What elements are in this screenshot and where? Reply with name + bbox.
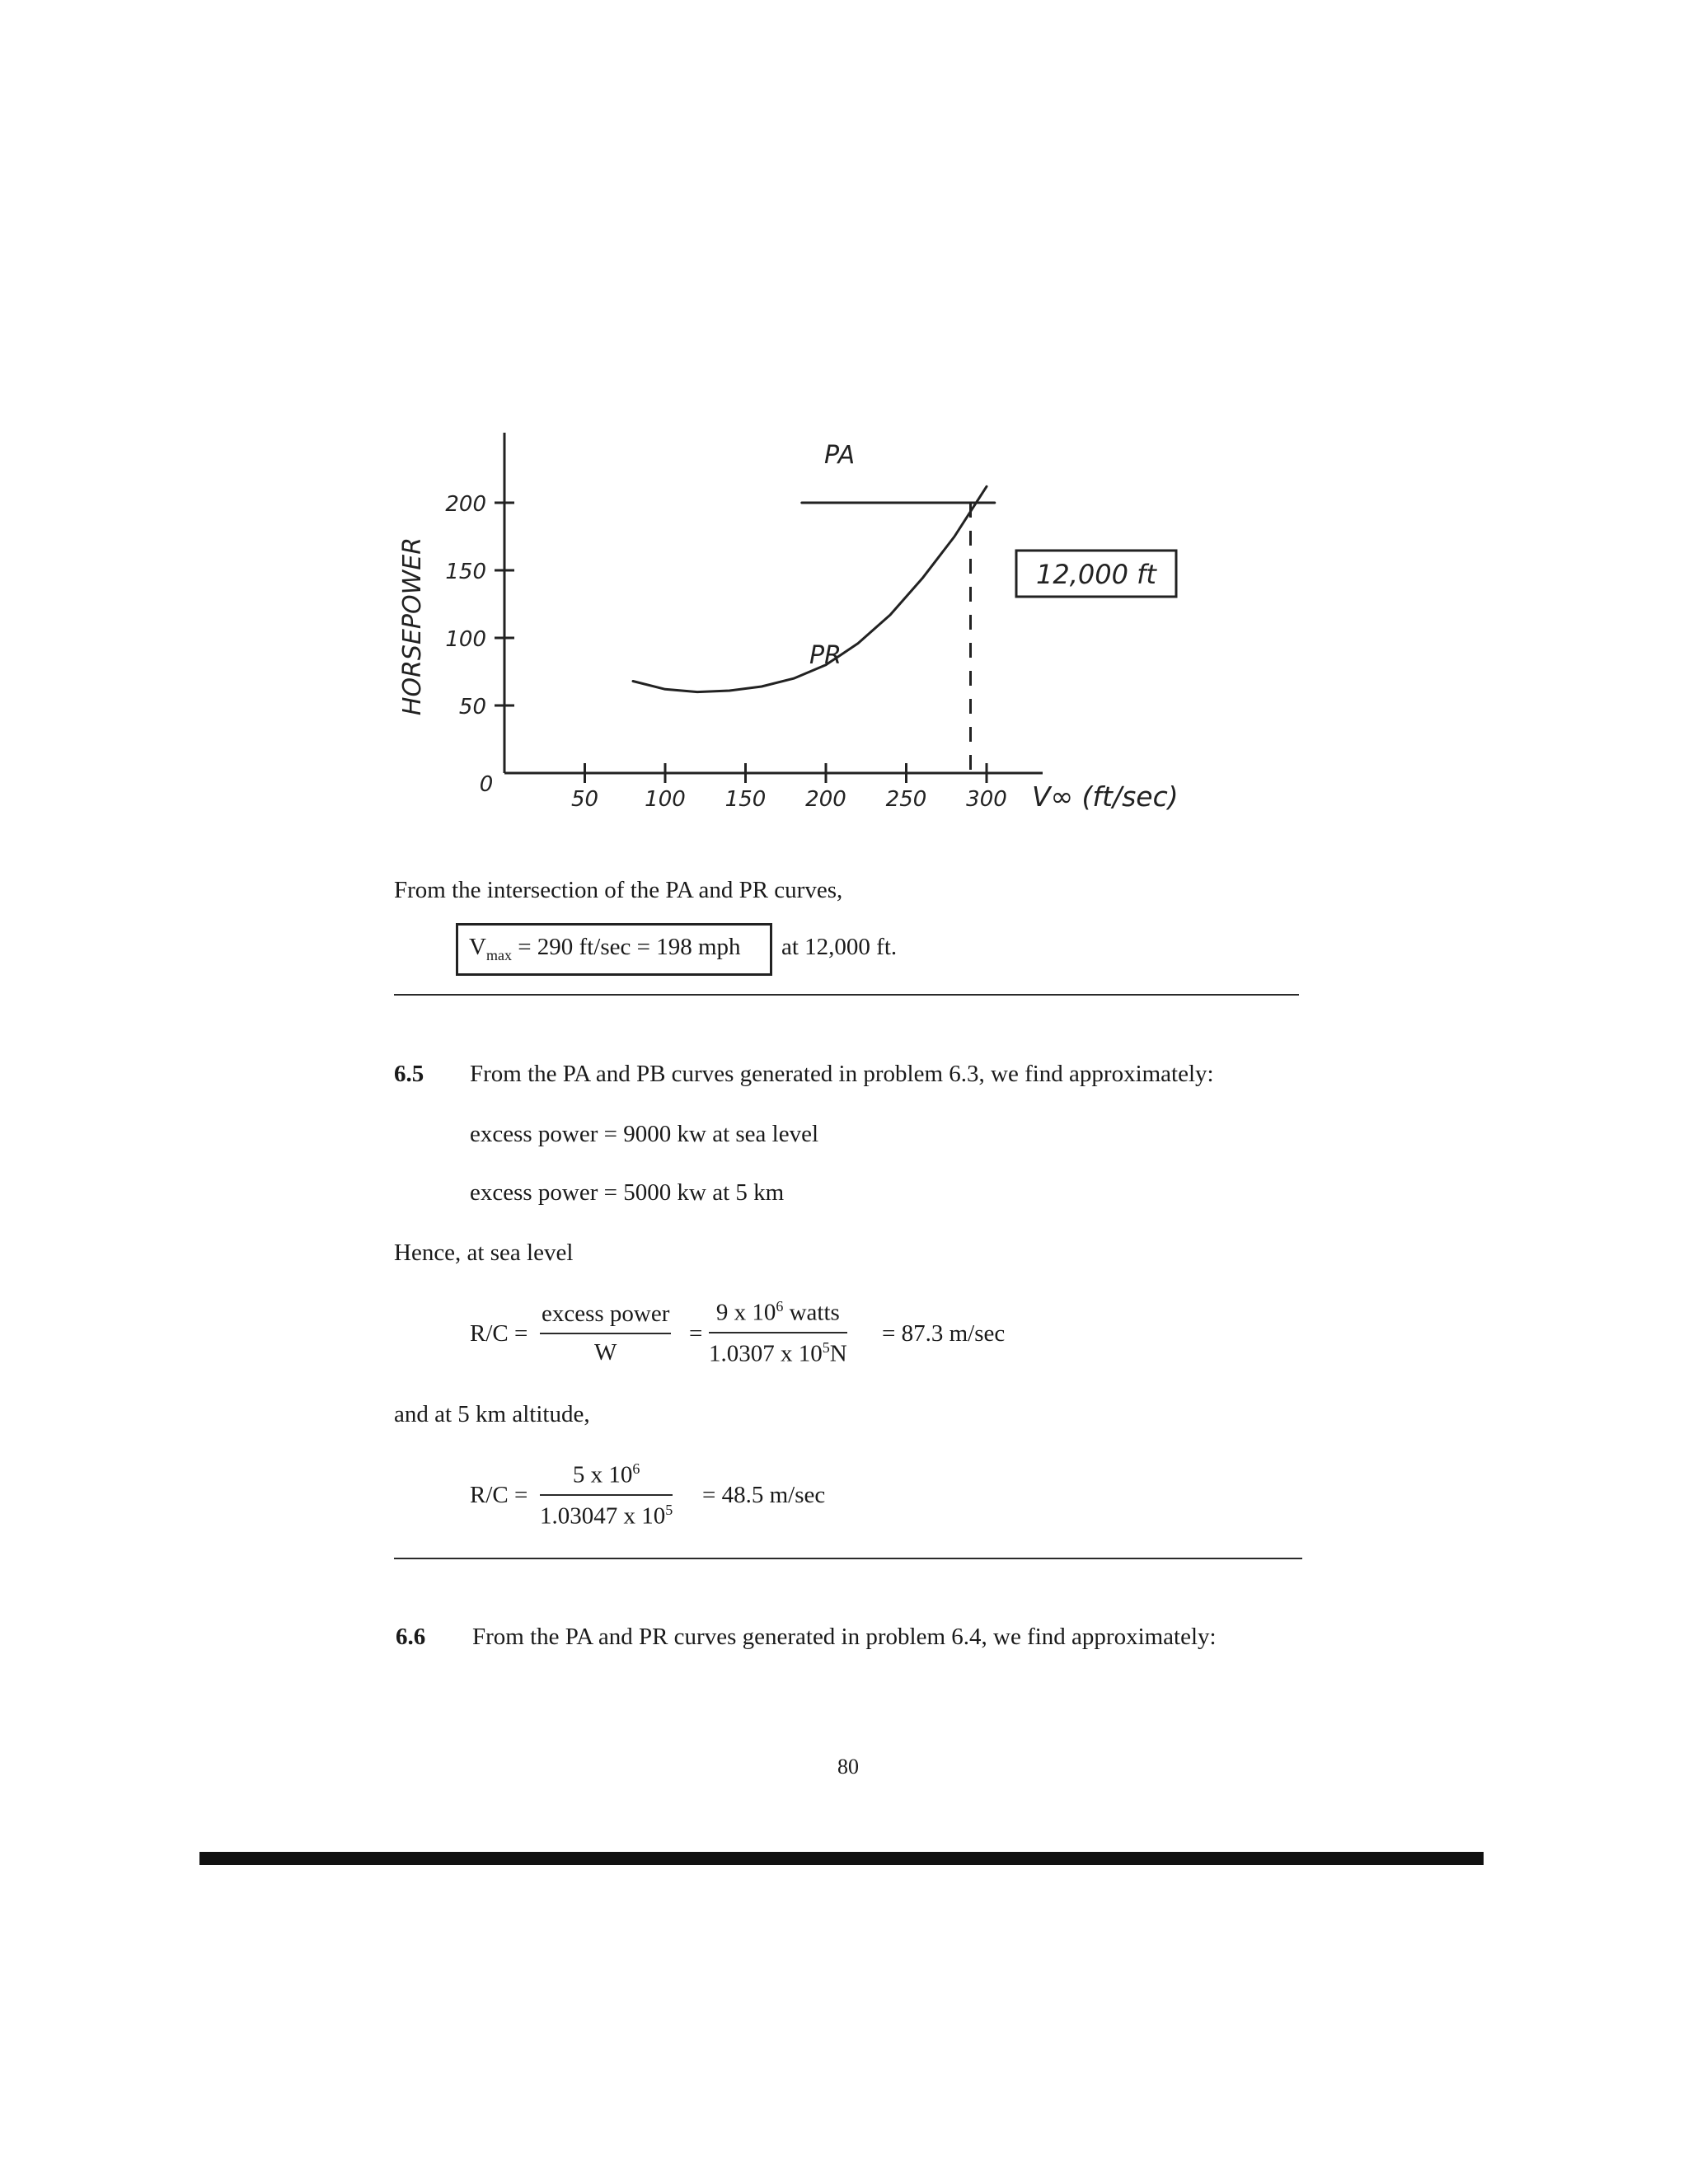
rc-fraction-1-denominator: W (594, 1339, 617, 1366)
separator-line-2 (394, 1558, 1302, 1559)
y-axis-label: HORSEPOWER (398, 537, 427, 716)
intro-line: From the intersection of the PA and PR curves, (394, 877, 843, 903)
pa-curve-label: PA (824, 441, 856, 470)
rc-fraction-2-denominator: 1.0307 x $10^5N$ (709, 1338, 847, 1367)
x-tick-label: 300 (966, 787, 1007, 812)
problem-6-5-number: 6.5 (394, 1061, 424, 1087)
five-km-line: and at 5 km altitude, (394, 1401, 590, 1427)
y-tick-label: 50 (458, 695, 486, 719)
origin-label: 0 (479, 772, 494, 797)
hence-line: Hence, at sea level (394, 1240, 574, 1266)
pr-curve-label: PR (809, 641, 842, 670)
series-layer (633, 486, 995, 773)
vmax-symbol: V (469, 934, 486, 960)
rc-label-1: R/C = (470, 1320, 528, 1347)
rc-fraction-1 (540, 1302, 671, 1365)
y-tick-label: 150 (445, 560, 486, 584)
vmax-altitude: at 12,000 ft. (781, 934, 898, 960)
rc-result-2: = 48.5 m/sec (702, 1482, 826, 1508)
rc-fraction-3-denominator: 1.03047 x $10^5$ (540, 1501, 673, 1530)
vmax-subscript: max (485, 946, 512, 963)
problem-6-5-text: From the PA and PB curves generated in problem 6.3, we find approximately: (470, 1061, 1214, 1087)
problem-6-6-text: From the PA and PR curves generated in problem 6.4, we find approximately: (472, 1624, 1217, 1650)
rc-fraction-3-numerator: 5 x $10^6$ (572, 1460, 640, 1488)
rc-label-2: R/C = (470, 1482, 528, 1508)
footer-bar (199, 1852, 1484, 1865)
y-tick-label: 200 (445, 492, 486, 517)
excess-power-sea-level: excess power = 9000 kw at sea level (470, 1121, 819, 1147)
altitude-box-label: 12,000 ft (1036, 559, 1156, 590)
equals-sign-1: = (689, 1320, 703, 1347)
x-tick-label: 200 (805, 787, 846, 812)
x-tick-label: 150 (724, 787, 767, 812)
rc-fraction-2 (709, 1299, 847, 1366)
rc-fraction-3 (540, 1461, 673, 1528)
excess-power-5km: excess power = 5000 kw at 5 km (470, 1179, 785, 1206)
x-tick-label: 50 (570, 787, 599, 812)
vmax-equation: = 290 ft/sec = 198 mph (518, 934, 741, 960)
x-tick-label: 250 (885, 787, 927, 812)
power-chart (0, 0, 1688, 874)
rc-fraction-2-numerator: 9 x $10^6$ watts (715, 1298, 840, 1326)
x-tick-label: 100 (645, 787, 686, 812)
x-axis-label: V∞ (ft/sec) (1032, 780, 1179, 813)
rc-fraction-1-numerator: excess power (542, 1301, 670, 1327)
separator-line-1 (394, 994, 1299, 996)
problem-6-6-number: 6.6 (396, 1624, 426, 1650)
x-ticks (571, 763, 1007, 812)
rc-result-1: = 87.3 m/sec (882, 1320, 1006, 1347)
vmax-result (469, 935, 741, 963)
y-tick-label: 100 (445, 627, 486, 652)
page-number: 80 (837, 1755, 859, 1779)
